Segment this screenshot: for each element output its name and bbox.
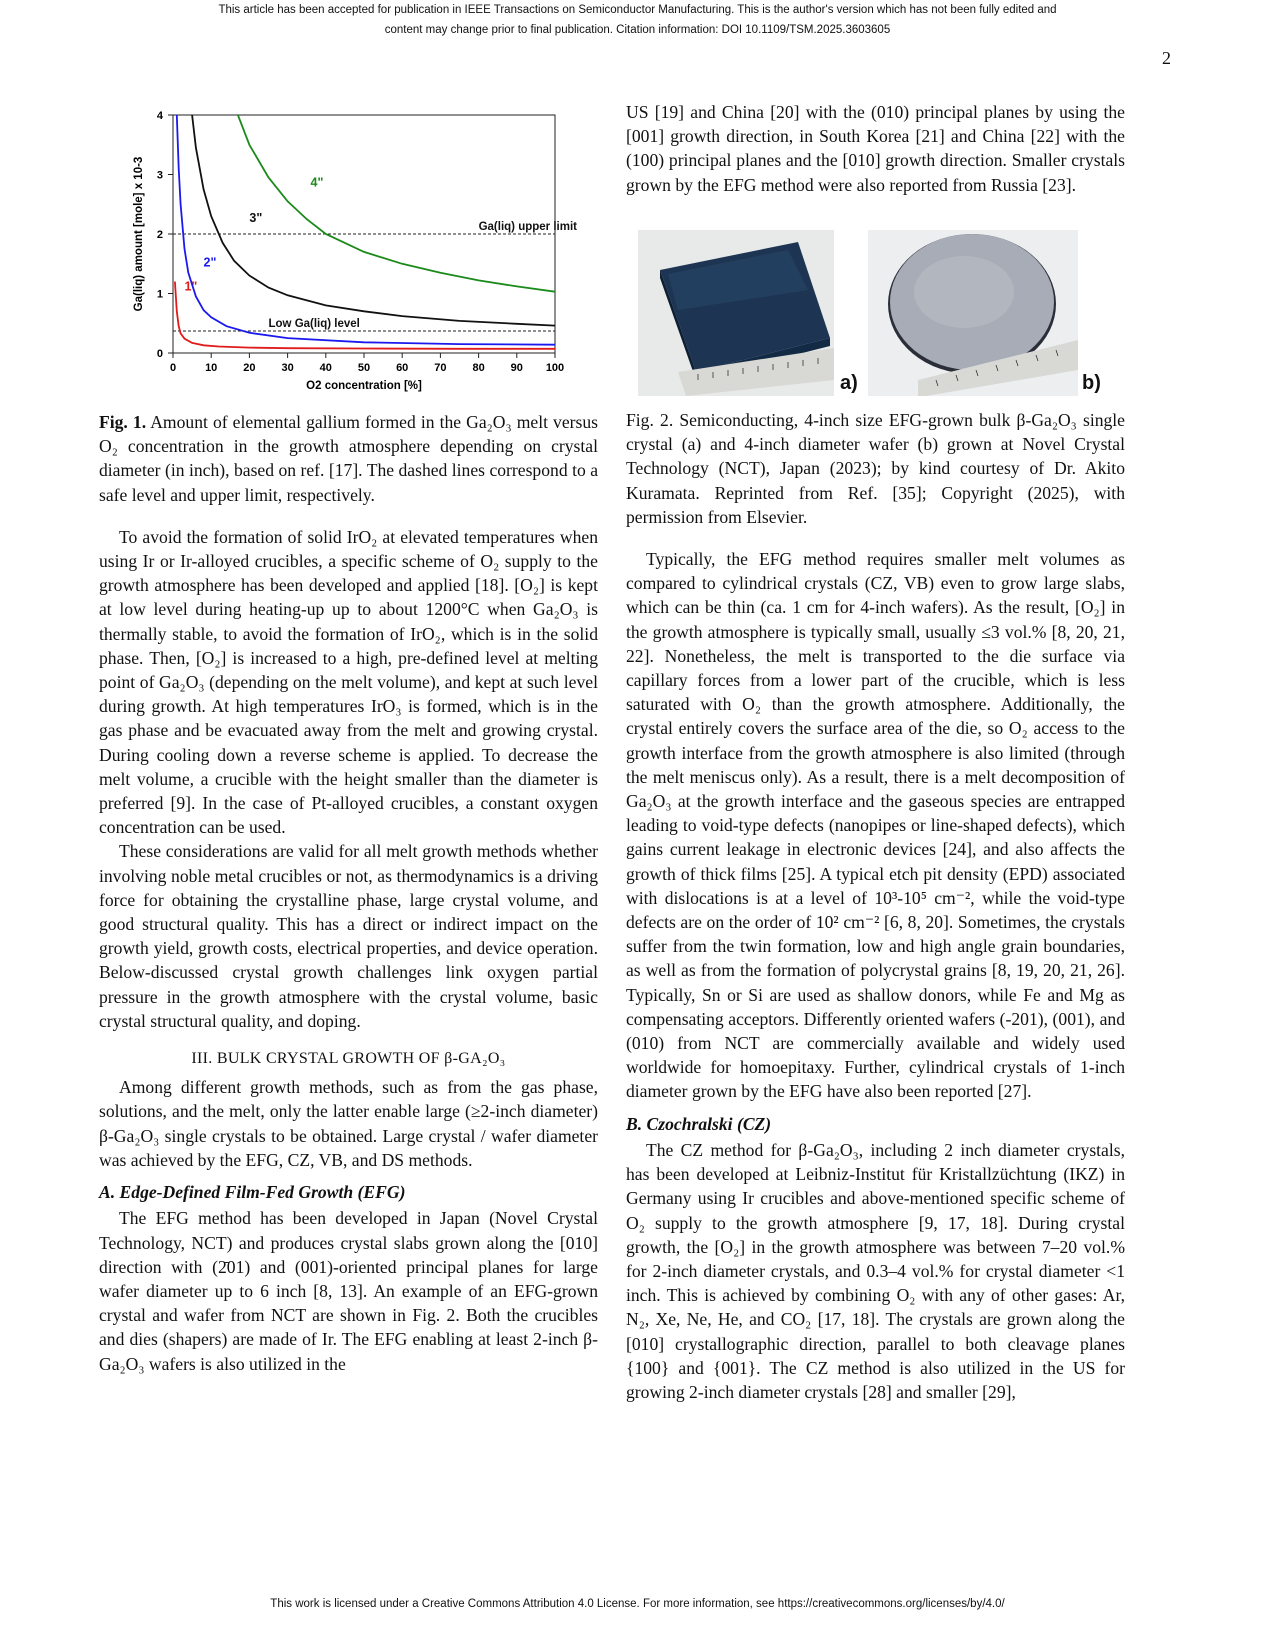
page-number: 2 (1162, 48, 1171, 68)
series-label: 4" (310, 175, 324, 190)
header-line-1: This article has been accepted for publication in IEEE Transactions on Semiconductor Manufacturing. This is the author's version which has not been fully edited and (218, 4, 1057, 16)
left-column (99, 410, 598, 1376)
journal-header (0, 0, 1275, 40)
subsection-heading: B. Czochralski (CZ) (626, 1113, 772, 1134)
figure-1-caption (99, 410, 598, 507)
y-tick-label: 2 (156, 229, 163, 241)
reference-line-label: Ga(liq) upper limit (478, 221, 577, 233)
y-tick-label: 3 (156, 169, 163, 182)
license-footer: This work is licensed under a Creative Commons Attribution 4.0 License. For more information, see https://creativecommons.org/licenses/by/4.0/ (270, 1598, 1005, 1610)
figure-1-caption-text: Amount of elemental gallium formed in the Ga₂O₃ melt versus O₂ concentration in the growth atmosphere depending on crystal diameter (in inch), based on ref. [17]. The dashed lines correspond to a safe level and upper limit, respectively. (99, 412, 598, 505)
paragraph: Typically, the EFG method requires smaller melt volumes as compared to cylindrical crystals (CZ, VB) even to grow large slabs, which can be thin (ca. 1 cm for 4-inch wafers). As the result, [O₂] in the growth atmosphere is typically small, usually ≤3 vol.% [8, 20, 21, 22]. Nonetheless, the melt is transported to the die surface via capillary forces from a lower part of the crucible, which is less saturated with O₂ than the growth atmosphere. Additionally, the crystal entirely covers the surface area of the die, so O₂ access to the growth interface from the growth atmosphere is also limited (through the melt meniscus only). As a result, there is a melt decomposition of Ga₂O₃ at the growth interface and the gaseous species are entrapped leading to void-type defects (nanopipes or line-shaped defects), which gains current leakage in electronic devices [24], and also affects the growth of thick films [25]. A typical etch pit density (EPD) associated with dislocations is at a level of 10³-10⁵ cm⁻², while the void-type defects are on the order of 10² cm⁻² [6, 8, 20]. Sometimes, the crystals suffer from the twin formation, low and high angle grain boundaries, as well as from the formation of polycrystal grains [8, 19, 20, 21, 26]. Typically, Sn or Si are used as shallow donors, while Fe and Mg as compensating acceptors. Differently oriented wafers (-201), (001), and (010) from NCT are commercially available and widely used worldwide for homoepitaxy. Further, cylindrical crystals of 1-inch diameter grown by the EFG have also been reported [27]. (626, 549, 1125, 1102)
paragraph: The CZ method for β-Ga₂O₃, including 2 inch diameter crystals, has been developed at Leibniz-Institut für Kristallzüchtung (IKZ) in Germany using Ir crucibles and above-mentioned specific scheme of O₂ supply to the growth atmosphere [9, 17, 18]. During crystal growth, the [O₂] in the growth atmosphere was between 7–20 vol.% for 2-inch diameter crystals, and 0.3–4 vol.% for crystal diameter <1 inch. This is achieved by combining O₂ with any of other gases: Ar, N₂, Xe, Ne, He, and CO₂ [17, 18]. The crystals are grown along the [010] crystallographic direction, parallel to both cleavage planes {100} and {001}. The CZ method is also utilized in the US for growing 2-inch diameter crystals [28] and smaller [29], (626, 1139, 1125, 1402)
x-tick-label: 0 (169, 362, 177, 374)
y-tick-label: 1 (156, 288, 163, 301)
x-tick-label: 20 (243, 362, 256, 374)
figure-1-chart (130, 103, 577, 403)
series-label: 3" (249, 211, 263, 226)
series-label: 2" (203, 255, 217, 270)
x-tick-label: 60 (396, 362, 409, 374)
x-tick-label: 70 (434, 362, 447, 374)
figure-2a-label: a) (840, 372, 858, 394)
x-tick-label: 10 (205, 362, 218, 374)
x-tick-label: 80 (472, 362, 485, 374)
figure-2b-label: b) (1082, 372, 1101, 394)
x-tick-label: 100 (545, 362, 565, 374)
x-axis-label: O2 concentration [%] (306, 380, 422, 392)
paragraph: Among different growth methods, such as from the gas phase, solutions, and the melt, only the latter enable large (≥2-inch diameter) β-Ga₂O₃ single crystals to be obtained. Large crystal / wafer diameter was achieved by the EFG, CZ, VB, and DS methods. (99, 1077, 598, 1170)
figure-2-caption: Fig. 2. Semiconducting, 4-inch size EFG-grown bulk β-Ga₂O₃ single crystal (a) and 4-inch diameter wafer (b) grown at Novel Crystal Technology (NCT), Japan (2023); by kind courtesy of Dr. Akito Kuramata. Reprinted from Ref. [35]; Copyright (2025), with permission from Elsevier. (626, 410, 1125, 527)
reference-line-label: Low Ga(liq) level (268, 317, 360, 330)
paragraph: These considerations are valid for all melt growth methods whether involving noble metal crucibles or not, as thermodynamics is a driving force for obtaining the crystalline phase, large crystal volume, and good structural quality. This has a direct or indirect impact on the growth yield, growth costs, electrical properties, and device operation. Below-discussed crystal growth challenges link oxygen partial pressure in the growth atmosphere with the crystal volume, basic crystal structural quality, and doping. (99, 841, 598, 1031)
x-tick-label: 30 (281, 362, 294, 374)
x-tick-label: 50 (357, 362, 371, 374)
paragraph: US [19] and China [20] with the (010) principal planes by using the [001] growth direction, in South Korea [21] and China [22] with the (100) principal planes and the [010] growth direction. Smaller crystals grown by the EFG method were also reported from Russia [23]. (626, 102, 1125, 195)
right-column (626, 408, 1125, 1404)
x-tick-label: 90 (510, 362, 523, 374)
right-column-top (626, 100, 1125, 197)
series-label: 1" (184, 279, 198, 294)
paragraph: The EFG method has been developed in Japan (Novel Crystal Technology, NCT) and produces crystal slabs grown along the [010] direction with (2̄01) and (001)-oriented principal planes for large wafer diameter up to 6 inch [8, 13]. An example of an EFG-grown crystal and wafer from NCT are shown in Fig. 2. Both the crucibles and dies (shapers) are made of Ir. The EFG enabling at least 2-inch β-Ga₂O₃ wafers is also utilized in the (99, 1208, 598, 1374)
wafer-photo (868, 230, 1078, 396)
x-tick-label: 40 (319, 362, 332, 374)
header-line-2: content may change prior to final publication. Citation information: DOI 10.1109/TSM.2025.3603605 (384, 24, 891, 36)
section-heading: III. BULK CRYSTAL GROWTH OF β-GA₂O₃ (191, 1050, 506, 1068)
subsection-heading: A. Edge-Defined Film-Fed Growth (EFG) (99, 1182, 406, 1203)
y-tick-label: 0 (156, 348, 163, 360)
series-line (238, 115, 555, 292)
y-tick-label: 4 (156, 110, 163, 122)
figure-1-caption-label: Fig. 1. (99, 412, 147, 432)
crystal-slab-photo (638, 230, 834, 396)
y-axis-label: Ga(liq) amount [mole] x 10-3 (133, 156, 145, 312)
series-line (175, 279, 555, 349)
paragraph: To avoid the formation of solid IrO₂ at elevated temperatures when using Ir or Ir-alloyed crucibles, a specific scheme of O₂ supply to the growth atmosphere has been developed and applied [18]. [O₂] is kept at low level during heating-up up to about 1200°C when Ga₂O₃ is thermally stable, to avoid the formation of IrO₂, which is in the solid phase. Then, [O₂] is increased to a high, pre-defined level at melting point of Ga₂O₃ (depending on the melt volume), and kept at such level during growth. At high temperatures IrO₃ is formed, which is in the gas phase and be evacuated away from the melt and growing crystal. During cooling down a reverse scheme is applied. To decrease the melt volume, a crucible with the height smaller than the diameter is preferred [9]. In the case of Pt-alloyed crucibles, a constant oxygen concentration can be used. (99, 526, 598, 838)
